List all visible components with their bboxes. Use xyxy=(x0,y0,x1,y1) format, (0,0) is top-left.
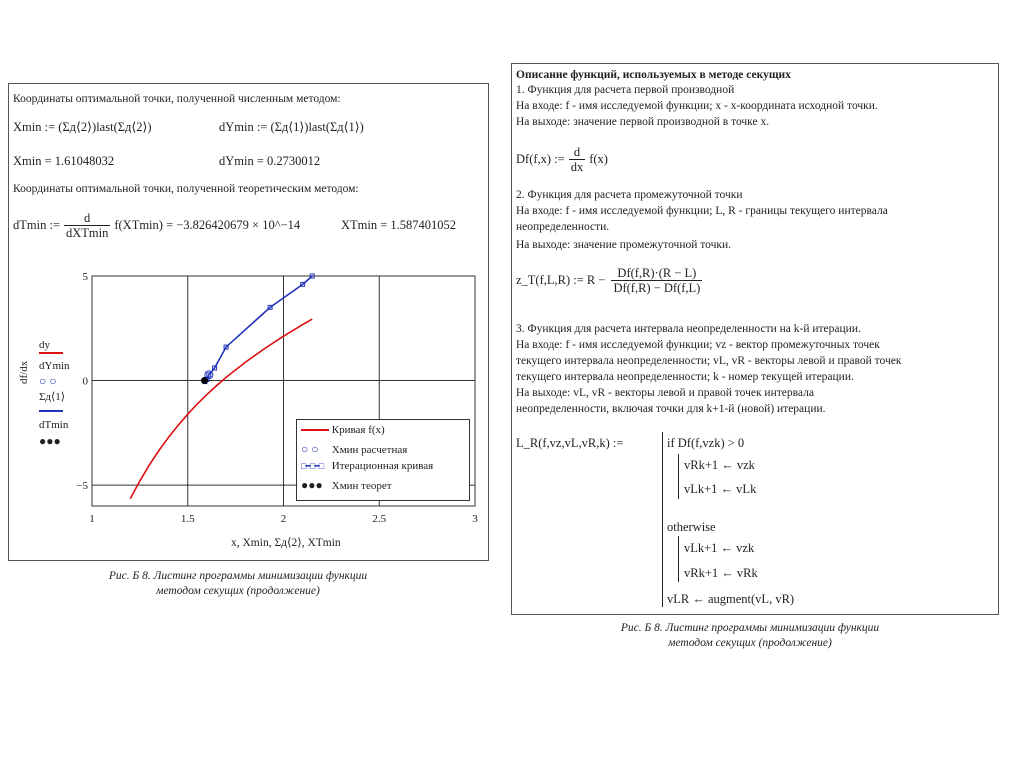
dtmin-lhs: dTmin := xyxy=(13,218,60,232)
s2-title: 2. Функция для расчета промежуточной точки xyxy=(516,189,743,201)
lr-lhs: L_R(f,vz,vL,vR,k) := xyxy=(516,436,624,450)
lr-else-assign1: vLk+1 ← vzk xyxy=(684,541,755,555)
dtmin-rhs: f(XTmin) = −3.826420679 × 10^−14 xyxy=(114,218,301,232)
df-derivative xyxy=(569,145,586,174)
derivative-chart xyxy=(9,264,488,554)
program-bracket xyxy=(662,432,663,607)
s2-input2: неопределенности. xyxy=(516,221,610,233)
df-num: d xyxy=(569,145,586,160)
df-den: dx xyxy=(570,159,584,174)
heading-numeric: Координаты оптимальной точки, полученной численным методом: xyxy=(13,93,341,105)
s2-output: На выходе: значение промежуточной точки. xyxy=(516,239,731,251)
dtmin-den: dXTmin xyxy=(65,225,109,240)
zt-den: Df(f,R) − Df(f,L) xyxy=(613,280,701,295)
s3-line4: На выходе: vL, vR - векторы левой и правой точек интервала xyxy=(516,387,814,399)
legend-swatch-blue-squares: □━□━□ xyxy=(301,461,324,471)
lr-return: vLR ← augment(vL, vR) xyxy=(667,592,795,606)
dymin-formula: dYmin := (Σд⟨1⟩)last(Σд⟨1⟩) xyxy=(219,120,364,134)
chart-series xyxy=(130,274,314,499)
right-caption-line1: Рис. Б 8. Листинг программы минимизации функции xyxy=(620,622,880,634)
s3-title: 3. Функция для расчета интервала неопределенности на k-й итерации. xyxy=(516,323,861,335)
legend-swatch-dots: ●●● xyxy=(301,478,323,492)
side-marker-circles: ○ ○ xyxy=(39,374,57,388)
zt-formula xyxy=(516,262,702,298)
s1-title: 1. Функция для расчета первой производной xyxy=(516,84,735,96)
x-tick-label: 1.5 xyxy=(180,513,195,525)
lr-if-assign2: vLk+1 ← vLk xyxy=(684,482,757,496)
df-lhs: Df(f,x) := xyxy=(516,152,565,166)
s3-line5: неопределенности, включая точки для k+1-й (новой) итерации. xyxy=(516,403,826,415)
x-tick-label: 2.5 xyxy=(372,513,387,525)
df-rhs: f(x) xyxy=(589,152,608,166)
x-tick-label: 2 xyxy=(280,513,287,525)
lr-otherwise: otherwise xyxy=(667,520,716,534)
otherwise-bracket xyxy=(678,536,679,582)
lr-if: if Df(f,vzk) > 0 xyxy=(667,436,745,450)
dymin-value: dYmin = 0.2730012 xyxy=(219,154,321,168)
side-label-dymin: dYmin xyxy=(39,360,70,372)
x-tick-label: 3 xyxy=(472,513,478,525)
side-legend-blue-line xyxy=(39,410,63,412)
xtmin-value: XTmin = 1.587401052 xyxy=(341,218,457,232)
zt-num: Df(f,R)·(R − L) xyxy=(611,266,702,281)
y-axis-label: df/dx xyxy=(18,360,30,384)
s1-input: На входе: f - имя исследуемой функции; x - x-координата исходной точки. xyxy=(516,100,878,112)
xmin-theor-point xyxy=(201,377,208,384)
legend-item-xmin-theor: ●●● Хмин теорет xyxy=(301,478,392,492)
side-legend-red-line xyxy=(39,352,63,354)
side-label-dy: dy xyxy=(39,339,50,351)
s2-input1: На входе: f - имя исследуемой функции; L, R - границы текущего интервала xyxy=(516,205,888,217)
x-tick-label: 1 xyxy=(89,513,95,525)
df-formula xyxy=(516,142,608,176)
xmin-formula: Xmin := (Σд⟨2⟩)last(Σд⟨2⟩) xyxy=(13,120,152,134)
if-bracket xyxy=(678,454,679,499)
s1-output: На выходе: значение первой производной в точке x. xyxy=(516,116,770,128)
right-title: Описание функций, используемых в методе секущих xyxy=(516,69,791,81)
legend-item-xmin-calc: ○ ○ Хмин расчетная xyxy=(301,442,408,456)
dtmin-num: d xyxy=(64,211,110,226)
s3-line2: текущего интервала неопределенности; vL, vR - векторы левой и правой точек xyxy=(516,355,902,367)
legend-item-curve: Кривая f(x) xyxy=(301,424,385,436)
y-tick-label: −5 xyxy=(76,480,88,493)
series-curve-fx xyxy=(130,319,312,499)
y-tick-label: 0 xyxy=(82,375,88,388)
legend-swatch-red xyxy=(301,429,329,431)
lr-if-assign1: vRk+1 ← vzk xyxy=(684,458,755,472)
x-axis-label: x, Xmin, Σд⟨2⟩, XTmin xyxy=(231,537,341,549)
left-caption-line2: методом секущих (продолжение) xyxy=(156,585,320,597)
side-label-sigma: Σд⟨1⟩ xyxy=(39,391,66,403)
legend-item-iter: □━□━□ Итерационная кривая xyxy=(301,460,434,472)
s3-line3: текущего интервала неопределенности; k - номер текущей итерации. xyxy=(516,371,854,383)
dtmin-formula xyxy=(13,208,300,242)
side-marker-dots: ●●● xyxy=(39,434,61,448)
xmin-value: Xmin = 1.61048032 xyxy=(13,154,115,168)
left-caption-line1: Рис. Б 8. Листинг программы минимизации функции xyxy=(108,570,368,582)
left-listing-panel xyxy=(8,83,489,561)
y-tick-label: 5 xyxy=(82,271,88,283)
zt-fraction xyxy=(611,266,702,295)
right-caption-line2: методом секущих (продолжение) xyxy=(668,637,832,649)
s3-line1: На входе: f - имя исследуемой функции; vz - вектор промежуточных точек xyxy=(516,339,880,351)
right-caption xyxy=(580,621,920,651)
chart-legend xyxy=(296,419,470,501)
zt-lhs: z_T(f,L,R) := R − xyxy=(516,273,606,287)
side-label-dtmin: dTmin xyxy=(39,419,69,431)
heading-theoretical: Координаты оптимальной точки, полученной теоретическим методом: xyxy=(13,183,359,195)
lr-else-assign2: vRk+1 ← vRk xyxy=(684,566,758,580)
legend-swatch-circles: ○ ○ xyxy=(301,442,319,456)
left-caption xyxy=(68,569,408,599)
dtmin-derivative xyxy=(64,211,110,240)
right-description-panel xyxy=(511,63,999,615)
